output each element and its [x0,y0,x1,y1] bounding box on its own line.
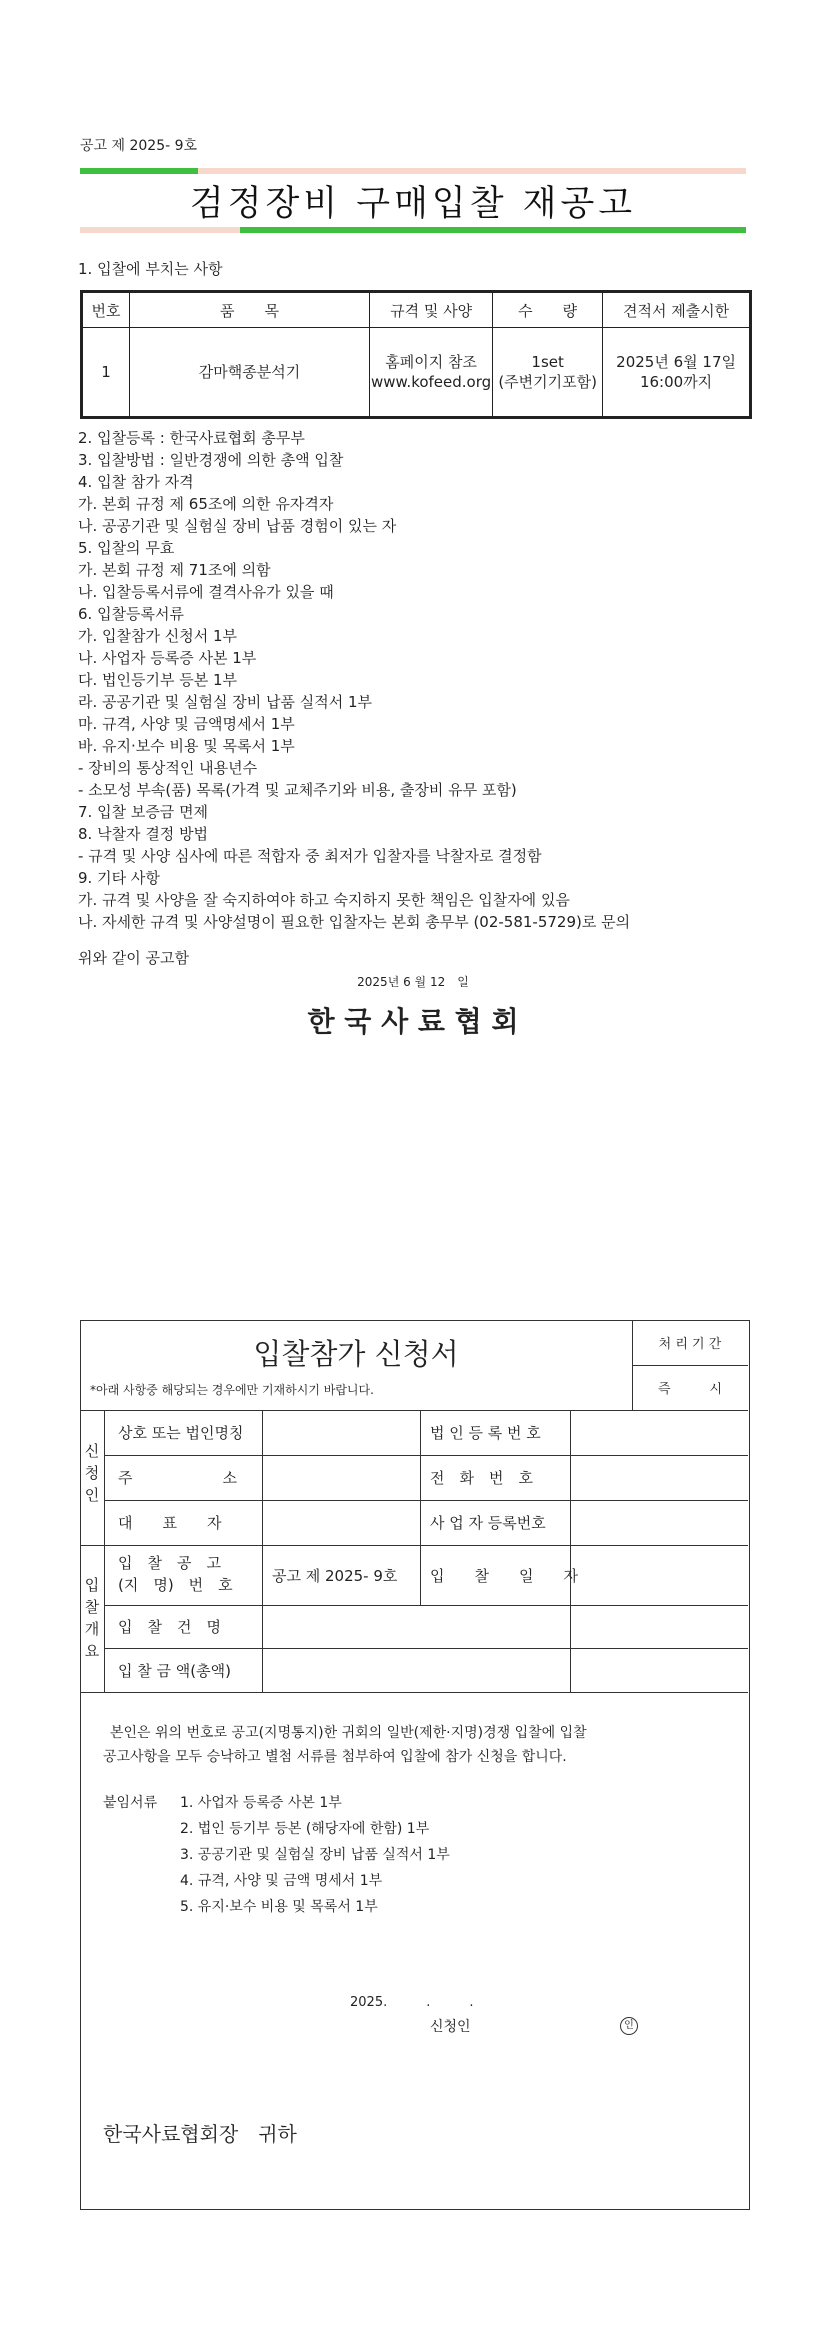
cell-deadline [603,328,751,418]
notice-number-label: 입 찰 공 고 (지 명) 번 호 [118,1554,233,1594]
divider [570,1410,571,1692]
ceo-label: 대 표 자 [118,1514,222,1532]
body-line: 바. 유지·보수 비용 및 목록서 1부 [78,737,295,755]
attachment-item: 2. 법인 등기부 등본 (해당자에 한함) 1부 [180,1821,430,1837]
applicant-signature-label: 신청인 [430,2019,471,2035]
attachment-item: 5. 유지·보수 비용 및 목록서 1부 [180,1899,378,1915]
divider [104,1605,748,1606]
attachment-item: 3. 공공기관 및 실험실 장비 납품 실적서 1부 [180,1847,450,1863]
form-title: 입찰참가 신청서 [253,1337,459,1371]
bid-amount-field[interactable] [264,1650,568,1691]
attachment-item: 1. 사업자 등록증 사본 1부 [180,1795,342,1811]
item-table [80,290,752,419]
body-line: - 규격 및 사양 심사에 따른 적합자 중 최저가 입찰자를 낙찰자로 결정함 [78,847,542,865]
phone-label: 전 화 번 호 [430,1469,533,1487]
body-line: 가. 입찰참가 신청서 1부 [78,627,238,645]
body-line: 가. 본회 규정 제 65조에 의한 유자격자 [78,495,334,513]
header-deadline: 견적서 제출시한 [603,292,751,328]
bid-title-field[interactable] [264,1607,568,1647]
form-recipient: 한국사료협회장 귀하 [103,2122,297,2146]
body-line: 가. 본회 규정 제 71조에 의함 [78,561,271,579]
divider [104,1410,105,1692]
body-line: 8. 낙찰자 결정 방법 [78,825,209,843]
divider [104,1500,748,1501]
statement-line-1: 본인은 위의 번호로 공고(지명통지)한 귀회의 일반(제한·지명)경쟁 입찰에 입찰 [110,1725,587,1741]
phone-field[interactable] [572,1457,746,1499]
bid-title-label: 입 찰 건 명 [118,1618,221,1636]
corp-reg-no-label: 법 인 등 록 번 호 [430,1424,541,1442]
ceo-field[interactable] [264,1502,418,1544]
statement-line-2: 공고사항을 모두 승낙하고 별첨 서류를 첨부하여 입찰에 참가 신청을 합니다. [103,1749,567,1765]
body-line: - 소모성 부속(품) 목록(가격 및 교체주기와 비용, 출장비 유무 포함) [78,781,517,799]
divider [420,1410,421,1605]
body-line: 4. 입찰 참가 자격 [78,473,194,491]
header-spec: 규격 및 사양 [370,292,493,328]
title-bar-bottom-green [240,227,746,233]
body-line: 9. 기타 사항 [78,869,160,887]
divider [104,1455,748,1456]
divider [104,1648,748,1649]
body-line: 나. 사업자 등록증 사본 1부 [78,649,257,667]
body-line: 가. 규격 및 사양을 잘 숙지하여야 하고 숙지하지 못한 책임은 입찰자에 있음 [78,891,570,909]
divider [80,1410,748,1411]
section-1-heading: 1. 입찰에 부치는 사항 [78,260,223,278]
form-note: *아래 사항중 해당되는 경우에만 기재하시기 바랍니다. [90,1383,374,1397]
processing-period-value: 즉 시 [657,1382,723,1397]
signature-field[interactable] [520,2010,615,2036]
corp-reg-no-field[interactable] [572,1412,746,1454]
seal-mark: 인 [620,2017,638,2035]
page-title: 검정장비 구매입찰 재공고 [189,184,637,224]
body-line: 라. 공공기관 및 실험실 장비 납품 실적서 1부 [78,693,373,711]
cell-qty [493,328,603,418]
divider [632,1365,748,1366]
address-label: 주 소 [118,1469,237,1487]
attachment-item: 4. 규격, 사양 및 금액 명세서 1부 [180,1873,383,1889]
biz-reg-no-field[interactable] [572,1502,746,1544]
body-line: 다. 법인등기부 등본 1부 [78,671,238,689]
body-line: 2. 입찰등록 : 한국사료협회 총무부 [78,429,305,447]
company-name-field[interactable] [264,1412,418,1454]
bid-date-label: 입 찰 일 자 [430,1567,578,1585]
notice-date: 2025년 6 월 12 일 [357,975,469,989]
item-table-header [82,292,751,328]
qty-line-2: (주변기기포함) [498,373,597,391]
body-line: 7. 입찰 보증금 면제 [78,803,209,821]
title-bar-top-peach [198,168,746,174]
notice-number: 공고 제 2025- 9호 [80,138,198,154]
bid-date-field[interactable] [572,1547,746,1604]
body-line: 나. 입찰등록서류에 결격사유가 있을 때 [78,583,334,601]
biz-reg-no-label: 사 업 자 등록번호 [430,1514,546,1532]
cell-no: 1 [82,328,130,418]
spec-link[interactable]: www.kofeed.org [371,373,492,391]
body-line: 6. 입찰등록서류 [78,605,185,623]
body-line: 3. 입찰방법 : 일반경쟁에 의한 총액 입찰 [78,451,344,469]
title-bar-bottom-peach [80,227,240,233]
spec-line-1: 홈페이지 참조 [385,353,477,371]
body-line: 나. 자세한 규격 및 사양설명이 필요한 입찰자는 본회 총무부 (02-581-5729)로 문의 [78,913,631,931]
closing-text: 위와 같이 공고함 [78,949,189,967]
body-line: 5. 입찰의 무효 [78,539,175,557]
cell-spec [370,328,493,418]
notice-number-value: 공고 제 2025- 9호 [272,1567,398,1585]
address-field[interactable] [264,1457,418,1499]
overview-side-label: 입 찰 개 요 [84,1576,100,1660]
divider [262,1410,263,1692]
association-name: 한 국 사 료 협 회 [307,1005,519,1038]
body-line: - 장비의 통상적인 내용년수 [78,759,258,777]
title-bar-top-green [80,168,198,174]
table-row [82,328,751,418]
body-line: 나. 공공기관 및 실험실 장비 납품 경험이 있는 자 [78,517,397,535]
header-item: 품 목 [130,292,370,328]
company-name-label: 상호 또는 법인명칭 [118,1424,244,1442]
cell-item: 감마핵종분석기 [130,328,370,418]
sign-date: 2025. . . [350,1995,474,2010]
applicant-side-label: 신 청 인 [84,1442,100,1504]
divider [80,1692,748,1693]
deadline-line-2: 16:00까지 [639,373,713,391]
qty-line-1: 1set [531,353,564,371]
attachments-label: 붙임서류 [103,1795,158,1811]
header-qty: 수 량 [493,292,603,328]
header-no: 번호 [82,292,130,328]
deadline-line-1: 2025년 6월 17일 [616,353,736,371]
body-line: 마. 규격, 사양 및 금액명세서 1부 [78,715,295,733]
processing-period-label: 처 리 기 간 [658,1337,722,1352]
divider [80,1545,748,1546]
bid-amount-label: 입 찰 금 액(총액) [118,1662,231,1680]
